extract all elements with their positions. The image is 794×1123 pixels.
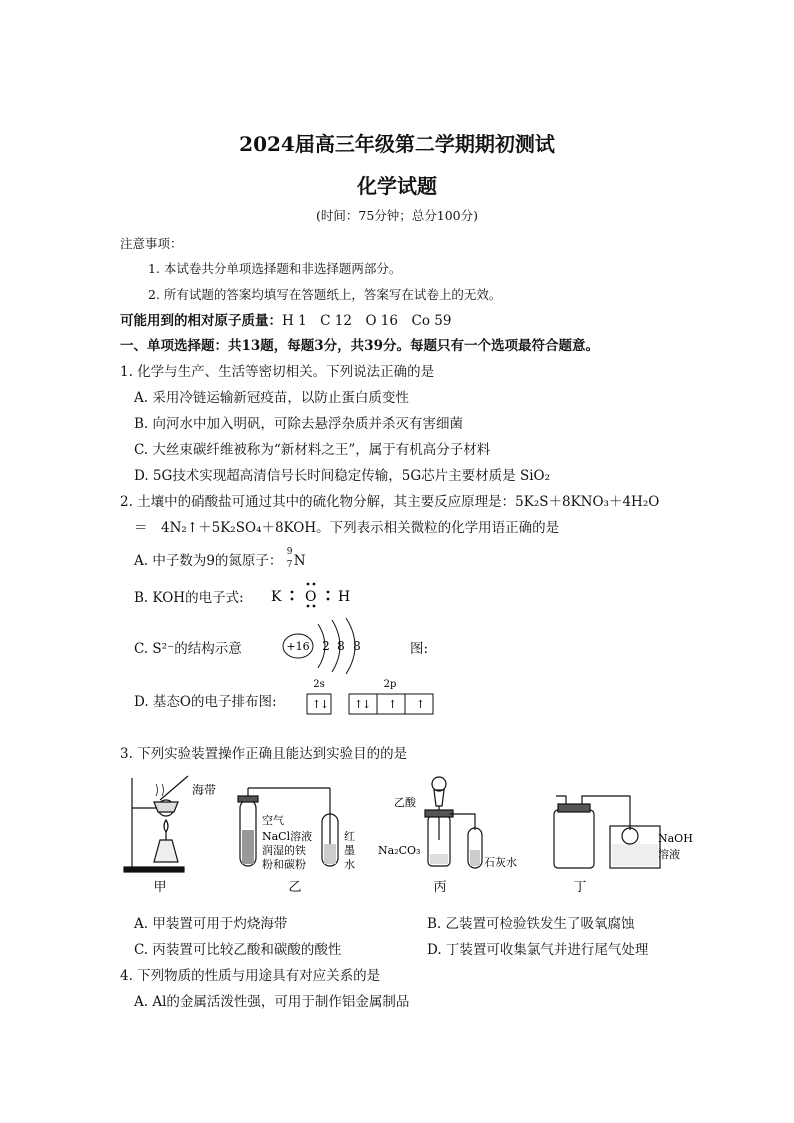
q2-option-a	[134, 546, 309, 571]
sulfide-ion-structure-diagram	[280, 614, 390, 674]
svg-text:水: 水	[344, 858, 355, 871]
exam-title: 2024届高三年级第二学期期初测试	[239, 132, 555, 156]
koh-h: H	[338, 589, 351, 605]
svg-text:红: 红	[344, 830, 355, 843]
svg-text:↑: ↑	[312, 698, 322, 711]
svg-text:空气: 空气	[262, 814, 284, 827]
koh-electron-formula	[268, 578, 358, 610]
labels-yi	[262, 813, 355, 871]
atomic-number: 7	[286, 559, 293, 570]
svg-text:↑: ↑	[416, 698, 426, 711]
section-heading: 一、单项选择题：共13题，每题3分，共39分。每题只有一个选项最符合题意。	[120, 338, 599, 354]
svg-text:润湿的铁: 润湿的铁	[262, 844, 306, 857]
electron-dot	[313, 583, 316, 586]
q4-stem: 4. 下列物质的性质与用途具有对应关系的是	[120, 968, 381, 984]
q1-stem: 1. 化学与生产、生活等密切相关。下列说法正确的是	[120, 364, 435, 380]
q2-option-c-tail: 图:	[410, 641, 429, 657]
shell-count: 2	[322, 639, 330, 653]
q2-option-b: B. KOH的电子式:	[134, 590, 244, 606]
electron-dot	[327, 591, 330, 594]
electron-dot	[307, 605, 310, 608]
mass-number: 9	[286, 546, 293, 557]
q3-stem: 3. 下列实验装置操作正确且能达到实验目的的是	[120, 746, 408, 762]
electron-dot	[291, 591, 294, 594]
orbital-2p-label: 2p	[383, 679, 397, 690]
svg-text:丁: 丁	[573, 880, 587, 895]
oxygen-orbital-diagram	[304, 676, 444, 720]
q3-option-b: B. 乙装置可检验铁发生了吸氧腐蚀	[427, 916, 635, 932]
nucleus-charge: +16	[286, 640, 310, 653]
q2-option-d: D. 基态O的电子排布图:	[134, 694, 277, 710]
atomic-masses	[120, 309, 451, 329]
q2-option-a-text: A. 中子数为9的氮原子：	[134, 553, 283, 569]
svg-text:丙: 丙	[433, 880, 447, 895]
q3-option-a: A. 甲装置可用于灼烧海带	[134, 916, 288, 932]
q2-stem-line2: ＝ 4N₂↑＋5K₂SO₄＋8KOH。下列表示相关微粒的化学用语正确的是	[134, 520, 560, 536]
svg-text:墨: 墨	[344, 844, 355, 857]
q3-option-d: D. 丁装置可收集氯气并进行尾气处理	[427, 942, 649, 958]
atomic-masses-label: 可能用到的相对原子质量：	[120, 313, 282, 329]
labels-ding	[658, 832, 693, 861]
orbital-2s-label: 2s	[313, 679, 325, 690]
notice-item-1: 1. 本试卷共分单项选择题和非选择题两部分。	[148, 261, 402, 276]
svg-text:乙酸: 乙酸	[394, 796, 416, 809]
atomic-masses-values: H 1 C 12 O 16 Co 59	[282, 313, 452, 329]
q1-option-d: D. 5G技术实现超高清信号长时间稳定传输，5G芯片主要材质是 SiO₂	[134, 468, 551, 484]
q1-option-a: A. 采用冷链运输新冠疫苗，以防止蛋白质变性	[134, 390, 409, 406]
apparatus-captions	[153, 880, 586, 895]
electron-dot	[291, 598, 294, 601]
electron-dot	[307, 583, 310, 586]
q3-option-c: C. 丙装置可比较乙酸和碳酸的酸性	[134, 942, 342, 958]
svg-text:乙: 乙	[288, 880, 302, 895]
svg-text:↓: ↓	[362, 698, 372, 711]
time-info: (时间：75分钟；总分100分)	[315, 208, 479, 223]
electron-arrows	[312, 698, 425, 711]
svg-text:NaOH: NaOH	[658, 832, 693, 845]
q3-apparatus-figure	[120, 770, 720, 895]
svg-text:NaCl溶液: NaCl溶液	[262, 830, 313, 843]
svg-text:↓: ↓	[320, 698, 330, 711]
svg-text:石灰水: 石灰水	[484, 856, 517, 869]
element-symbol: N	[293, 552, 306, 569]
svg-text:Na₂CO₃: Na₂CO₃	[378, 844, 421, 857]
svg-text:↑: ↑	[388, 698, 398, 711]
q1-option-b: B. 向河水中加入明矾，可除去悬浮杂质并杀灭有害细菌	[134, 416, 464, 432]
electron-dot	[313, 605, 316, 608]
notice-heading: 注意事项：	[120, 236, 183, 251]
shell-count: 8	[337, 639, 345, 653]
svg-text:溶液: 溶液	[658, 848, 680, 861]
svg-text:甲: 甲	[153, 880, 167, 895]
apparatus-jia	[124, 776, 188, 872]
koh-k: K	[271, 589, 282, 605]
apparatus-bing	[425, 777, 482, 868]
shell-count: 8	[353, 639, 361, 653]
subject-title: 化学试题	[357, 174, 437, 198]
q2-option-c: C. S²⁻的结构示意	[134, 641, 242, 657]
q2-stem-line1: 2. 土壤中的硝酸盐可通过其中的硫化物分解，其主要反应原理是：5K₂S＋8KNO₃＋4H₂O	[120, 494, 660, 510]
apparatus-ding	[554, 796, 660, 868]
svg-text:↑: ↑	[354, 698, 364, 711]
svg-text:粉和碳粉: 粉和碳粉	[262, 858, 306, 871]
electron-dot	[327, 598, 330, 601]
koh-o: O	[305, 589, 317, 605]
q4-option-a: A. Al的金属活泼性强，可用于制作铝金属制品	[134, 994, 410, 1010]
label-seaweed: 海带	[192, 783, 217, 797]
q1-option-c: C. 大丝束碳纤维被称为“新材料之王”，属于有机高分子材料	[134, 442, 491, 458]
nitrogen-isotope	[286, 546, 309, 571]
notice-item-2: 2. 所有试题的答案均填写在答题纸上，答案写在试卷上的无效。	[148, 287, 502, 302]
